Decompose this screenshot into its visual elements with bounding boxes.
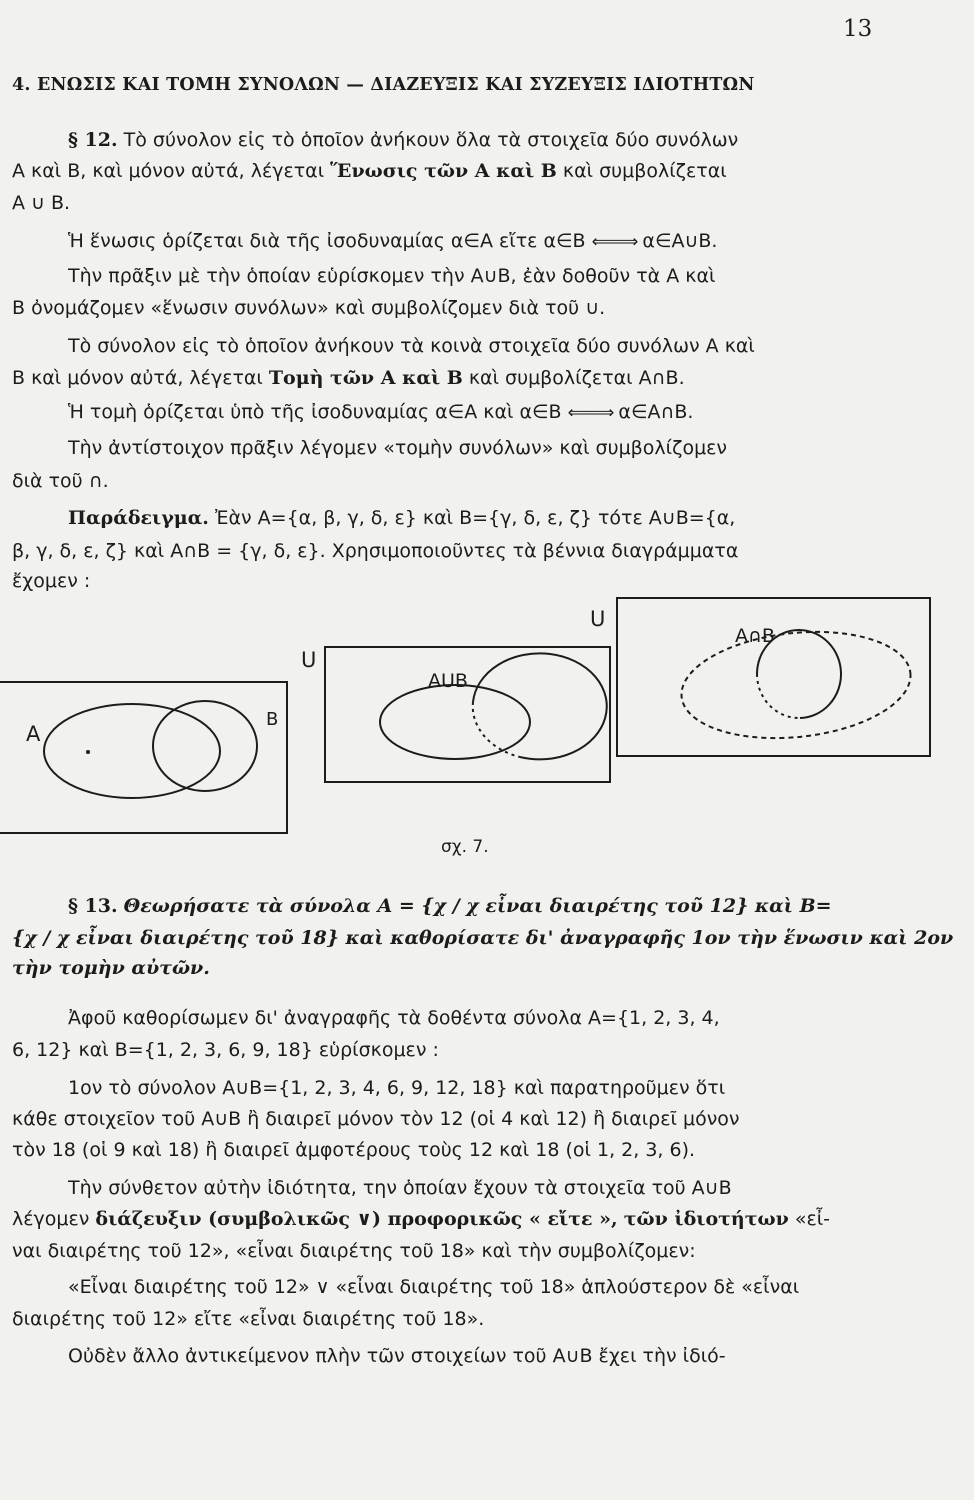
set-b-hidden-arc-3 xyxy=(757,674,800,718)
intersection-term: Τομὴ τῶν Α καὶ Β xyxy=(268,367,463,389)
set-a-ellipse-1 xyxy=(44,704,220,798)
example-line-1-text: Ἐὰν Α={α, β, γ, δ, ε} καὶ Β={γ, δ, ε, ζ} τότε Α∪Β={α, xyxy=(214,507,736,529)
figure-caption: σχ. 7. xyxy=(441,837,489,857)
example-line-1 xyxy=(68,505,735,531)
p12-line-9b: α∈Α∩Β. xyxy=(618,401,694,423)
label-universe-1: U xyxy=(301,648,317,672)
venn-diagrams-figure xyxy=(0,590,974,835)
equivalence-arrow-icon: ⟸⟹ xyxy=(567,403,613,423)
p12-line-5: Τὴν πρᾶξιν μὲ τὴν ὁποίαν εὑρίσκομεν τὴν Α∪Β, ἐὰν δοθοῦν τὰ Α καὶ xyxy=(68,265,716,287)
body-line-7c: τῶν ἰδιοτήτων xyxy=(623,1208,789,1230)
p12-line-7: Τὸ σύνολον εἰς τὸ ὁποῖον ἀνήκουν τὰ κοινὰ στοιχεῖα δύο συνόλων Α καὶ xyxy=(68,335,755,357)
p13-line-1 xyxy=(68,893,832,919)
body-line-1: Ἀφοῦ καθορίσωμεν δι' ἀναγραφῆς τὰ δοθέντα σύνολα Α={1, 2, 3, 4, xyxy=(68,1007,720,1029)
page-number: 13 xyxy=(843,16,873,42)
equivalence-arrow-icon: ⟸⟹ xyxy=(591,232,637,252)
body-line-2: 6, 12} καὶ Β={1, 2, 3, 6, 9, 18} εὑρίσκομεν : xyxy=(12,1039,439,1061)
p12-line-1-text: Τὸ σύνολον εἰς τὸ ὁποῖον ἀνήκουν ὅλα τὰ στοιχεῖα δύο συνόλων xyxy=(123,129,739,151)
p12-line-4 xyxy=(68,228,717,255)
p13-line-2: {χ / χ εἶναι διαιρέτης τοῦ 18} καὶ καθορίσατε δι' ἀναγραφῆς 1ον τὴν ἕνωσιν καὶ 2ον xyxy=(12,927,954,949)
p12-line-9 xyxy=(68,399,693,426)
body-line-11: Οὐδὲν ἄλλο ἀντικείμενον πλὴν τῶν στοιχείων τοῦ Α∪Β ἔχει τὴν ἰδιό- xyxy=(68,1345,726,1367)
universe-box-2 xyxy=(325,647,610,782)
p13-line-1-text: Θεωρήσατε τὰ σύνολα Α = {χ / χ εἶναι διαιρέτης τοῦ 12} καὶ Β= xyxy=(123,895,832,917)
body-line-4: κάθε στοιχεῖον τοῦ Α∪Β ἢ διαιρεῖ μόνον τὸν 12 (οἱ 4 καὶ 12) ἢ διαιρεῖ μόνον xyxy=(12,1108,740,1130)
section-mark-12: § 12. xyxy=(68,129,118,151)
disjunction-term: διάζευξιν (συμβολικῶς ∨) προφορικῶς « εἴτε », xyxy=(95,1208,618,1230)
body-line-5: τὸν 18 (οἱ 9 καὶ 18) ἢ διαιρεῖ ἀμφοτέρους τοὺς 12 καὶ 18 (οἱ 1, 2, 3, 6). xyxy=(12,1139,696,1161)
universe-box-3 xyxy=(617,598,930,756)
p12-line-4b: α∈Α∪Β. xyxy=(642,230,718,252)
p12-line-8a: Β καὶ μόνον αὐτά, λέγεται xyxy=(12,367,263,389)
example-line-3: ἔχομεν : xyxy=(12,570,91,592)
example-label: Παράδειγμα. xyxy=(68,507,209,529)
section-mark-13: § 13. xyxy=(68,895,118,917)
section-heading: 4. ΕΝΩΣΙΣ ΚΑΙ ΤΟΜΗ ΣΥΝΟΛΩΝ — ΔΙΑΖΕΥΞΙΣ ΚΑΙ ΣΥΖΕΥΞΙΣ ΙΔΙΟΤΗΤΩΝ xyxy=(12,75,755,95)
label-universe-2: U xyxy=(590,607,606,631)
label-set-b: B xyxy=(266,709,279,730)
p12-line-10: Τὴν ἀντίστοιχον πρᾶξιν λέγομεν «τομὴν συνόλων» καὶ συμβολίζομεν xyxy=(68,437,728,459)
set-b-ellipse-2 xyxy=(473,653,607,759)
union-term: Ἕνωσις τῶν Α καὶ Β xyxy=(330,160,557,182)
body-line-7 xyxy=(12,1206,830,1232)
label-union: AUB xyxy=(428,670,468,692)
p12-line-6: Β ὀνομάζομεν «ἕνωσιν συνόλων» καὶ συμβολίζομεν διὰ τοῦ ∪. xyxy=(12,297,606,319)
p13-line-3: τὴν τομὴν αὐτῶν. xyxy=(12,957,210,979)
body-line-7a: λέγομεν xyxy=(12,1208,90,1230)
body-line-9: «Εἶναι διαιρέτης τοῦ 12» ∨ «εἶναι διαιρέτης τοῦ 18» ἁπλούστερον δὲ «εἶναι xyxy=(68,1276,800,1298)
body-line-6: Τὴν σύνθετον αὐτὴν ἰδιότητα, την ὁποίαν ἔχουν τὰ στοιχεῖα τοῦ Α∪Β xyxy=(68,1177,732,1199)
set-a-ellipse-3 xyxy=(676,621,916,748)
body-line-8: ναι διαιρέτης τοῦ 12», «εἶναι διαιρέτης τοῦ 18» καὶ τὴν συμβολίζομεν: xyxy=(12,1240,696,1262)
p12-line-9a: Ἡ τομὴ ὁρίζεται ὑπὸ τῆς ἰσοδυναμίας α∈Α καὶ α∈Β xyxy=(68,401,562,423)
p12-line-4a: Ἡ ἕνωσις ὁρίζεται διὰ τῆς ἰσοδυναμίας α∈Α εἴτε α∈Β xyxy=(68,230,586,252)
example-line-2: β, γ, δ, ε, ζ} καὶ Α∩Β = {γ, δ, ε}. Χρησιμοποιοῦντες τὰ βέννια διαγράμματα xyxy=(12,540,739,562)
p12-line-8c: καὶ συμβολίζεται Α∩Β. xyxy=(468,367,685,389)
body-line-7d: «εἶ- xyxy=(794,1208,831,1230)
p12-line-2c: καὶ συμβολίζεται xyxy=(562,160,727,182)
p12-line-2a: Α καὶ Β, καὶ μόνον αὐτά, λέγεται xyxy=(12,160,325,182)
label-intersection: A∩B xyxy=(735,625,775,647)
body-line-3: 1ον τὸ σύνολον Α∪Β={1, 2, 3, 4, 6, 9, 12, 18} καὶ παρατηροῦμεν ὅτι xyxy=(68,1077,726,1099)
p12-line-11: διὰ τοῦ ∩. xyxy=(12,470,109,492)
set-a-ellipse-2 xyxy=(380,685,530,759)
p12-line-3: Α ∪ Β. xyxy=(12,192,71,214)
body-line-10: διαιρέτης τοῦ 12» εἴτε «εἶναι διαιρέτης τοῦ 18». xyxy=(12,1308,485,1330)
p12-line-2 xyxy=(12,158,727,184)
element-dot xyxy=(86,750,90,754)
label-set-a: A xyxy=(26,722,41,746)
p12-line-1 xyxy=(68,127,738,153)
set-b-hidden-arc-2 xyxy=(473,702,520,757)
p12-line-8 xyxy=(12,365,685,391)
